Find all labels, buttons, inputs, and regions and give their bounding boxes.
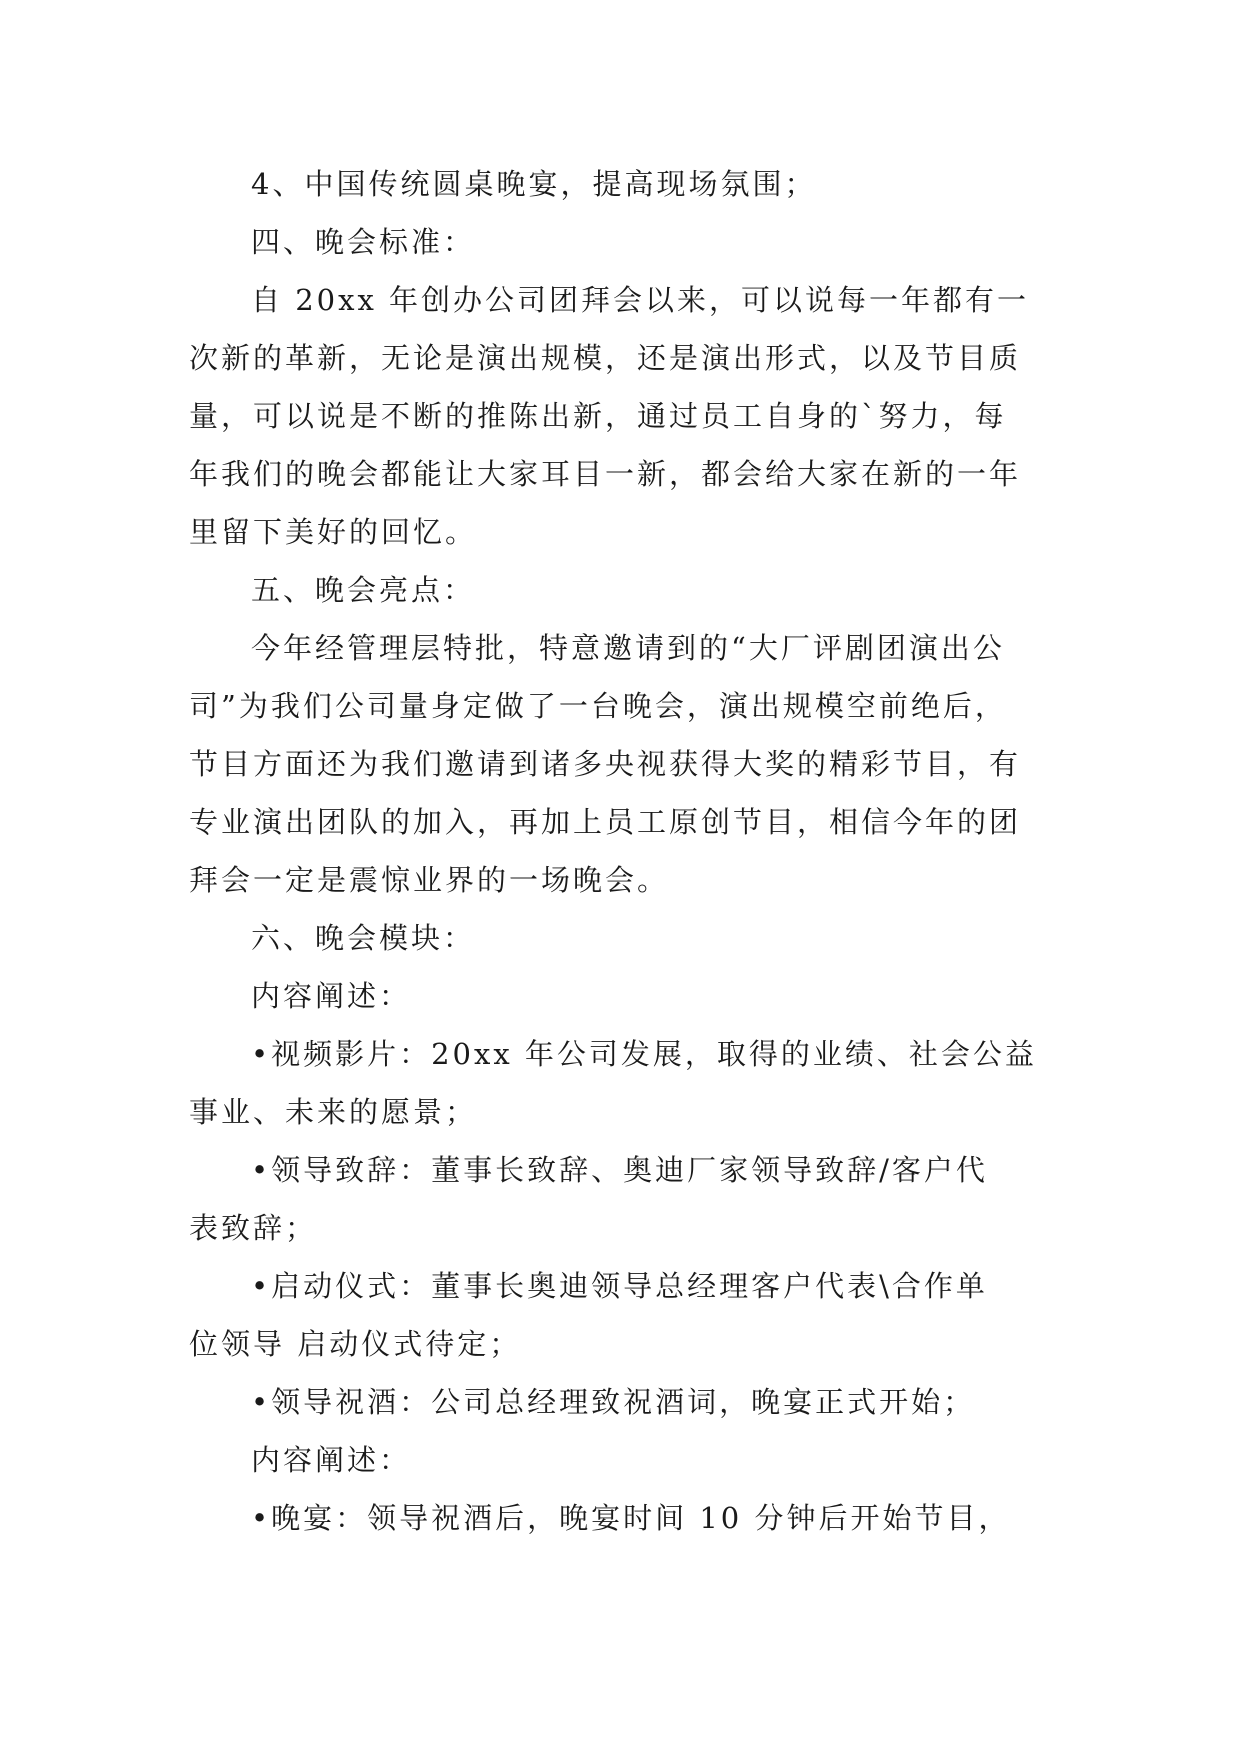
text-line: 里留下美好的回忆。 <box>189 515 478 549</box>
document-body <box>189 155 1051 1547</box>
subheading: 内容阐述： <box>251 979 412 1013</box>
text-line: 自 20xx 年创办公司团拜会以来，可以说每一年都有一 <box>251 283 1030 317</box>
section-heading: 四、晚会标准： <box>251 225 476 259</box>
bullet-item: •视频影片：20xx 年公司发展，取得的业绩、社会公益 <box>251 1037 1037 1071</box>
text-line: 位领导 启动仪式待定； <box>189 1327 522 1361</box>
text-line: 今年经管理层特批，特意邀请到的“大厂评剧团演出公 <box>251 631 1005 665</box>
section-heading: 五、晚会亮点： <box>251 573 476 607</box>
text-line: 次新的革新，无论是演出规模，还是演出形式，以及节目质 <box>189 341 1022 375</box>
text-line: 司”为我们公司量身定做了一台晚会，演出规模空前绝后， <box>189 689 1007 723</box>
subheading: 内容阐述： <box>251 1443 412 1477</box>
text-line: 4、中国传统圆桌晚宴，提高现场氛围； <box>251 167 817 201</box>
text-line: 专业演出团队的加入，再加上员工原创节目，相信今年的团 <box>189 805 1022 839</box>
text-line: 事业、未来的愿景； <box>189 1095 478 1129</box>
text-line: 年我们的晚会都能让大家耳目一新，都会给大家在新的一年 <box>189 457 1022 491</box>
text-line: 节目方面还为我们邀请到诸多央视获得大奖的精彩节目，有 <box>189 747 1022 781</box>
bullet-item: •领导致辞：董事长致辞、奥迪厂家领导致辞/客户代 <box>251 1153 988 1187</box>
text-line: 表致辞； <box>189 1211 318 1245</box>
text-line: 拜会一定是震惊业界的一场晚会。 <box>189 863 670 897</box>
bullet-item: •启动仪式：董事长奥迪领导总经理客户代表\合作单 <box>251 1269 988 1303</box>
bullet-item: •领导祝酒：公司总经理致祝酒词，晚宴正式开始； <box>251 1385 976 1419</box>
text-line: 量，可以说是不断的推陈出新，通过员工自身的`努力，每 <box>189 399 1007 433</box>
section-heading: 六、晚会模块： <box>251 921 476 955</box>
bullet-item: •晚宴：领导祝酒后，晚宴时间 10 分钟后开始节目， <box>251 1501 1011 1535</box>
